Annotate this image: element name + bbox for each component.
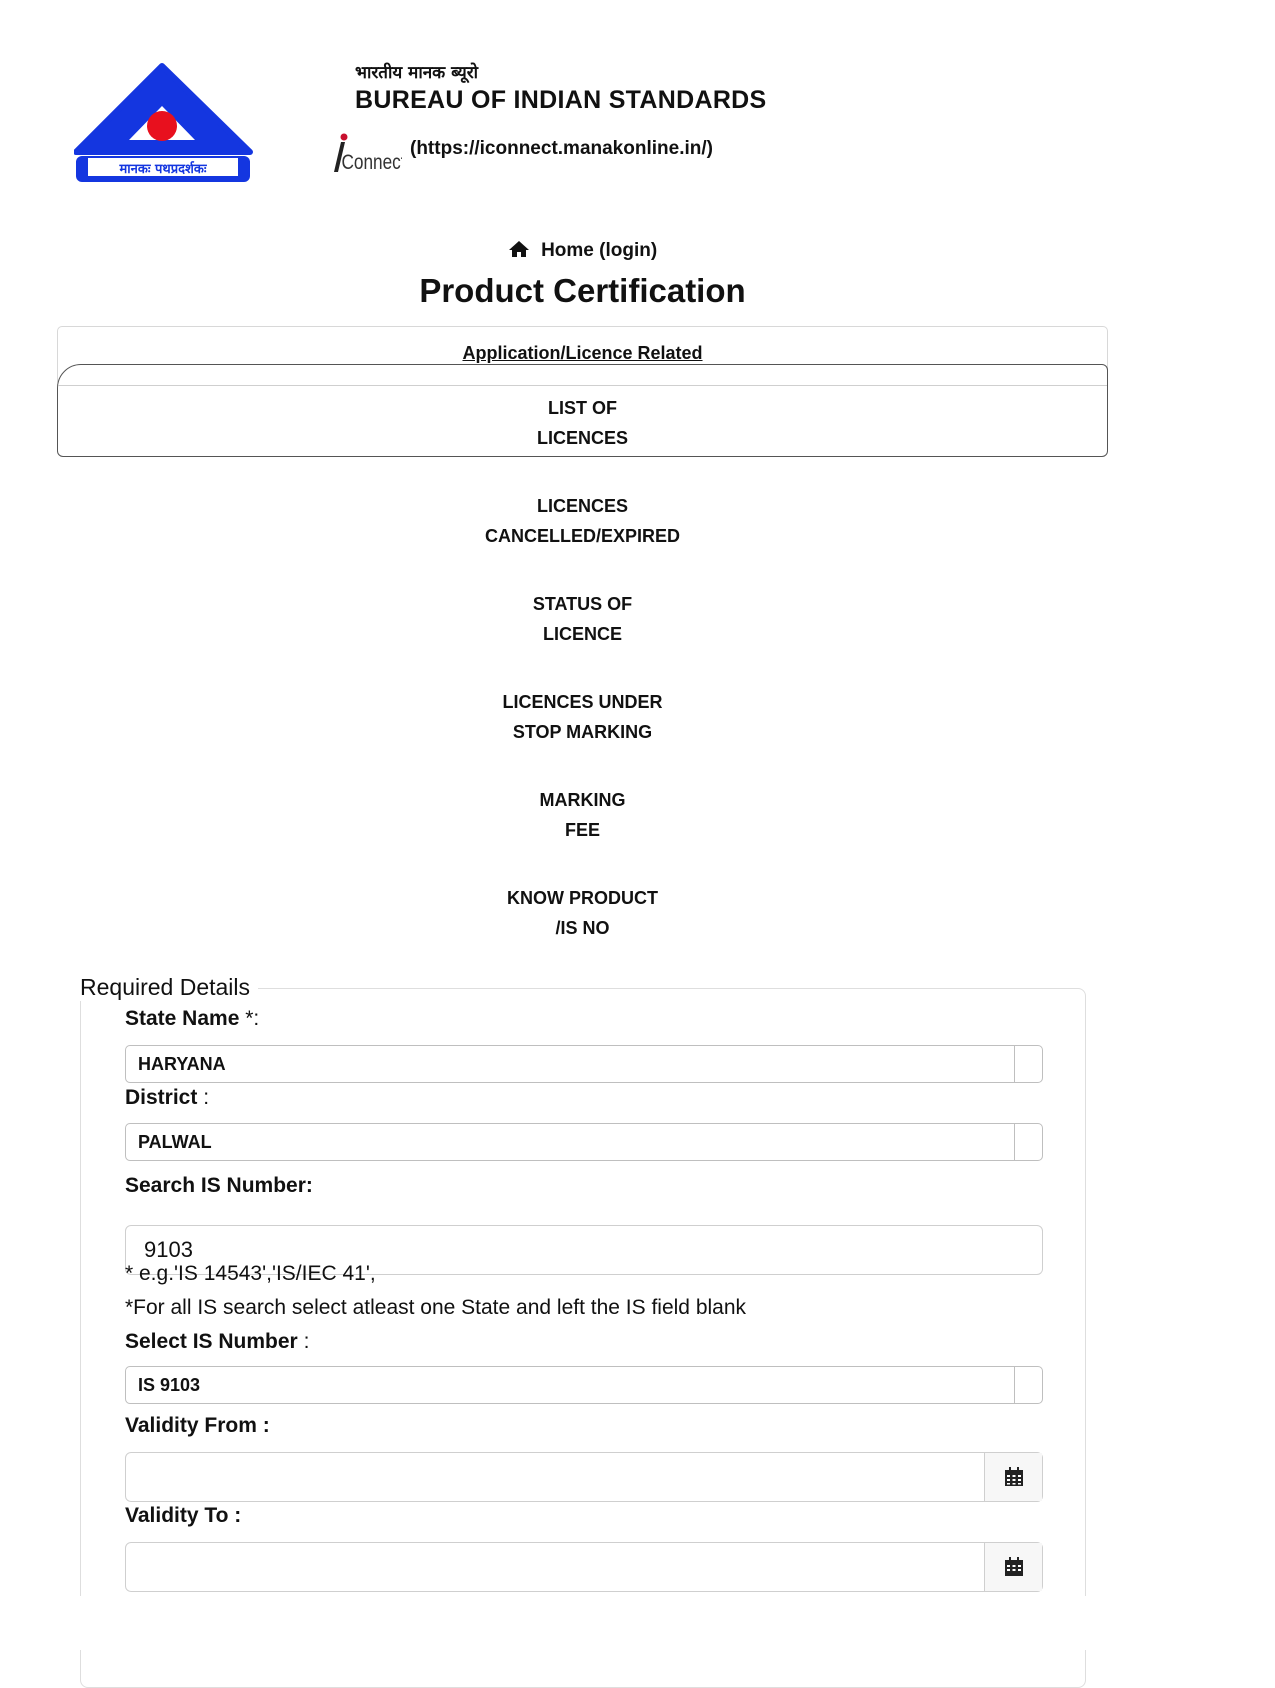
select-is-number-value: IS 9103 [138, 1375, 201, 1395]
state-selected-value: HARYANA [138, 1054, 226, 1074]
menu-item-line: STOP MARKING [512, 722, 653, 742]
district-selected-value: PALWAL [138, 1132, 212, 1152]
iconnect-logo [330, 132, 402, 176]
label-suffix: : [297, 1330, 310, 1353]
state-name-label [125, 1007, 259, 1031]
menu-item-line: /IS NO [555, 918, 610, 938]
menu-item-licences-under-stop-marking[interactable] [0, 687, 1165, 747]
menu-item-line: LICENCE [542, 624, 622, 644]
calendar-icon[interactable] [984, 1453, 1042, 1501]
menu-divider [58, 385, 1107, 386]
iconnect-url-link[interactable]: (https://iconnect.manakonline.in/) [410, 138, 713, 159]
menu-item-line: KNOW PRODUCT [507, 888, 658, 908]
search-is-number-label: Search IS Number: [125, 1174, 313, 1197]
district-label [125, 1086, 209, 1110]
page-bottom-whitespace [0, 1596, 1275, 1650]
select-is-number-select[interactable] [125, 1366, 1043, 1404]
menu-header-application-licence[interactable]: Application/Licence Related [462, 343, 703, 363]
org-name: BUREAU OF INDIAN STANDARDS [355, 86, 767, 114]
bis-logo [74, 60, 254, 190]
logo-motto: मानकः पथप्रदर्शकः [119, 162, 207, 177]
org-name-hindi: भारतीय मानक ब्यूरो [355, 63, 479, 83]
label-text: District [125, 1086, 198, 1109]
menu-item-line: LICENCES [536, 496, 628, 516]
iconnect-logo-text: Connect [341, 151, 402, 175]
menu-item-marking-fee[interactable] [0, 785, 1165, 845]
menu-item-status-of-licence[interactable] [0, 589, 1165, 649]
calendar-icon[interactable] [984, 1543, 1042, 1591]
label-suffix: : [197, 1086, 210, 1109]
state-select[interactable] [125, 1045, 1043, 1083]
home-login-link[interactable] [0, 240, 1165, 262]
validity-to-date-input[interactable] [125, 1542, 1043, 1592]
page-title: Product Certification [419, 272, 746, 309]
chevron-down-icon[interactable] [1014, 1367, 1042, 1403]
menu-item-line: CANCELLED/EXPIRED [484, 526, 681, 546]
validity-to-label: Validity To : [125, 1504, 242, 1527]
search-hint-example: * e.g.'IS 14543','IS/IEC 41', [125, 1262, 376, 1285]
select-is-number-label [125, 1330, 309, 1354]
home-label: Home (login) [541, 240, 658, 261]
menu-item-list-of-licences[interactable] [0, 393, 1165, 453]
menu-item-line: LICENCES UNDER [502, 692, 663, 712]
validity-from-date-input[interactable] [125, 1452, 1043, 1502]
menu-item-line: LICENCES [536, 428, 628, 448]
fieldset-legend: Required Details [80, 974, 258, 1001]
search-hint-all-is: *For all IS search select atleast one State and left the IS field blank [125, 1296, 747, 1319]
label-text: Select IS Number [125, 1330, 298, 1353]
home-icon [508, 240, 541, 261]
menu-item-licences-cancelled-expired[interactable] [0, 491, 1165, 551]
menu-item-line: LIST OF [548, 398, 617, 418]
district-select[interactable] [125, 1123, 1043, 1161]
menu-item-know-product-is-no[interactable] [0, 883, 1165, 943]
label-suffix: *: [239, 1007, 260, 1030]
chevron-down-icon[interactable] [1014, 1124, 1042, 1160]
validity-from-label: Validity From : [125, 1414, 270, 1437]
label-text: State Name [125, 1007, 240, 1030]
menu-item-line: FEE [564, 820, 600, 840]
chevron-down-icon[interactable] [1014, 1046, 1042, 1082]
menu-item-line: STATUS OF [532, 594, 633, 614]
menu-item-line: MARKING [539, 790, 626, 810]
